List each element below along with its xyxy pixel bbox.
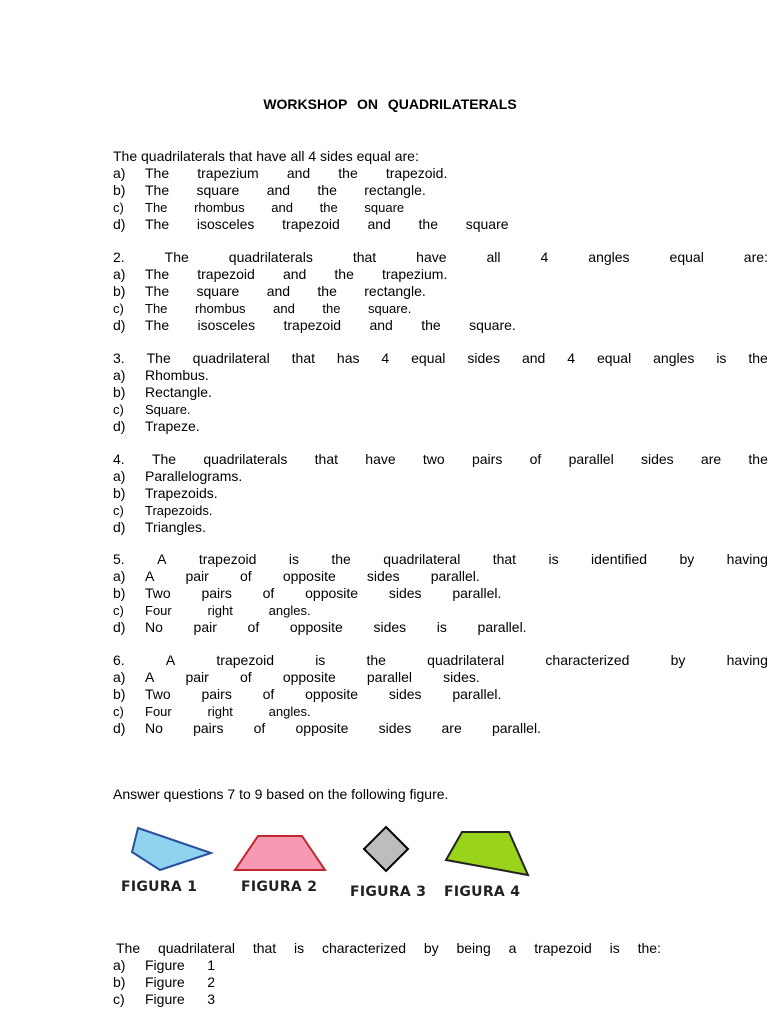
question-6 (113, 652, 768, 737)
question-stem-word: 4. (113, 451, 125, 467)
option-word: square (196, 283, 240, 299)
option-word: of (262, 585, 275, 601)
option-word: sides. (443, 669, 480, 685)
option-word: square (465, 216, 509, 232)
option-word: Rhombus. (145, 367, 209, 383)
option-text (145, 669, 480, 686)
answer-option (113, 974, 661, 991)
question-stem: The quadrilaterals that have all 4 sides equal are: (113, 148, 419, 164)
question-1 (113, 148, 768, 233)
option-word: Figure (145, 991, 185, 1007)
option-word: trapezium. (381, 266, 448, 282)
option-text (145, 619, 527, 636)
option-word: of (239, 568, 252, 584)
answer-option (113, 519, 768, 536)
answer-option (113, 991, 661, 1008)
option-label: c) (113, 991, 125, 1007)
option-word: 2 (207, 974, 215, 990)
option-word: and (282, 266, 307, 282)
option-word: the (418, 216, 439, 232)
option-word: Four (145, 704, 172, 719)
option-word: opposite (282, 669, 336, 685)
option-word: The (145, 266, 170, 282)
option-word: parallel (366, 669, 413, 685)
question-stem-word: identified (591, 551, 648, 567)
question-stem-word: 2. (113, 249, 125, 265)
option-text (145, 585, 501, 602)
final-question-stem-word: quadrilateral (157, 940, 236, 956)
option-word: opposite (282, 568, 336, 584)
option-word: The (145, 216, 170, 232)
question-3 (113, 350, 768, 435)
option-word: The (145, 317, 170, 333)
option-label: c) (113, 603, 124, 618)
answer-option (113, 199, 768, 216)
option-text (145, 720, 541, 737)
figure-2-label: FIGURA 2 (241, 879, 318, 895)
option-word: parallel. (477, 619, 527, 635)
question-stem-word: two (422, 451, 445, 467)
option-word: trapezoid (283, 317, 342, 333)
option-word: right (207, 704, 233, 719)
answer-option (113, 266, 768, 283)
option-label: d) (113, 317, 126, 333)
option-word: parallel. (430, 568, 480, 584)
figures-panel (110, 820, 540, 910)
option-word: is (436, 619, 447, 635)
option-label: d) (113, 418, 126, 434)
question-stem-word: quadrilateral (383, 551, 461, 567)
question-stem-word: 3. (113, 350, 125, 366)
option-word: Rectangle. (145, 384, 212, 400)
option-text (145, 485, 224, 502)
question-stem-word: 5. (113, 551, 125, 567)
option-word: rectangle. (364, 283, 426, 299)
option-word: 1 (207, 957, 215, 973)
option-word: No (145, 720, 163, 736)
answer-option (113, 182, 768, 199)
instruction-text: Answer questions 7 to 9 based on the following figure. (113, 786, 449, 802)
option-label: d) (113, 619, 126, 635)
answer-option (113, 468, 768, 485)
option-text (145, 418, 203, 435)
page-title: WORKSHOP ON QUADRILATERALS (263, 96, 517, 112)
option-word: of (262, 686, 275, 702)
option-word: of (253, 720, 266, 736)
option-label: c) (113, 301, 124, 316)
question-stem-word: angles (653, 350, 695, 366)
option-word: No (145, 619, 163, 635)
question-stem-word: is (315, 652, 326, 668)
option-word: the (338, 165, 358, 181)
answer-option (113, 485, 768, 502)
option-word: of (247, 619, 260, 635)
option-word: and (367, 216, 391, 232)
option-word: A (145, 669, 155, 685)
option-word: parallel. (452, 686, 502, 702)
final-question-stem-word: is (609, 940, 620, 956)
option-word: pair (185, 568, 209, 584)
option-text (145, 266, 447, 283)
option-label: a) (113, 957, 126, 973)
option-word: of (239, 669, 252, 685)
question-stem-word: is (548, 551, 559, 567)
question-stem-word: A (165, 652, 176, 668)
option-label: b) (113, 485, 126, 501)
final-question-stem-word: being (456, 940, 491, 956)
option-word: angles. (268, 603, 311, 618)
answer-option (113, 418, 768, 435)
final-question-stem-word: is (294, 940, 305, 956)
option-word: sides (373, 619, 407, 635)
option-word: the (322, 301, 341, 316)
question-5 (113, 551, 768, 636)
option-label: b) (113, 283, 126, 299)
answer-option (113, 585, 768, 602)
option-text (145, 686, 501, 703)
option-word: The (145, 182, 170, 198)
final-question-stem-word: that (252, 940, 277, 956)
question-stem-word: sides (467, 350, 501, 366)
option-label: a) (113, 468, 126, 484)
option-word: trapezoid (197, 266, 255, 282)
option-word: sides (388, 686, 422, 702)
option-word: Two (145, 585, 171, 601)
option-word: rhombus (194, 200, 245, 215)
question-stem-word: have (416, 249, 447, 265)
option-text (145, 216, 509, 233)
option-word: and (266, 283, 291, 299)
option-word: trapezoid (282, 216, 340, 232)
figure-3-shape (364, 827, 408, 871)
option-label: a) (113, 568, 126, 584)
final-question-stem-word: a (508, 940, 517, 956)
option-word: pairs (201, 585, 232, 601)
option-text (145, 367, 209, 384)
question-stem-word: The (151, 451, 177, 467)
option-label: c) (113, 200, 124, 215)
question-stem-word: equal (411, 350, 446, 366)
question-stem-word: and (521, 350, 546, 366)
question-stem-word: of (529, 451, 542, 467)
option-word: trapezium (197, 165, 259, 181)
option-word: angles. (268, 704, 311, 719)
question-stem-word: parallel (568, 451, 614, 467)
question-stem-word: the (331, 551, 351, 567)
question-stem-word: A (157, 551, 167, 567)
answer-option (113, 367, 768, 384)
option-text (145, 957, 215, 974)
answer-option (113, 165, 768, 182)
option-word: The (145, 283, 170, 299)
option-word: trapezoid. (385, 165, 448, 181)
option-label: b) (113, 384, 126, 400)
option-text (145, 283, 426, 300)
figure-4-label: FIGURA 4 (444, 884, 521, 900)
option-label: a) (113, 669, 126, 685)
question-stem-word: 4 (540, 249, 549, 265)
question-stem-word: that (492, 551, 517, 567)
question-stem-word: are: (743, 249, 768, 265)
option-word: Square. (145, 402, 191, 417)
option-word: the (317, 182, 337, 198)
question-stem-word: quadrilateral (427, 652, 505, 668)
option-word: and (271, 200, 293, 215)
option-label: b) (113, 182, 126, 198)
question-stem (113, 451, 768, 468)
question-stem-word: quadrilaterals (203, 451, 288, 467)
question-stem-word: that (314, 451, 339, 467)
question-stem-word: trapezoid (216, 652, 274, 668)
option-word: Trapezoids. (145, 485, 218, 501)
question-stem-word: 6. (113, 652, 125, 668)
question-stem-word: that (291, 350, 315, 366)
question-stem-word: the (748, 451, 768, 467)
answer-option (113, 720, 768, 737)
question-stem-word: all (486, 249, 501, 265)
option-label: a) (113, 367, 126, 383)
option-word: and (273, 301, 295, 316)
question-stem-word: characterized (545, 652, 630, 668)
option-label: d) (113, 216, 126, 232)
question-stem-word: that (352, 249, 377, 265)
question-stem-word: trapezoid (198, 551, 257, 567)
question-stem-word: 4 (567, 350, 576, 366)
option-word: The (145, 165, 170, 181)
answer-option (113, 669, 768, 686)
option-word: parallel. (452, 585, 502, 601)
figure-3-label: FIGURA 3 (350, 884, 427, 900)
answer-option (113, 568, 768, 585)
option-text (145, 401, 195, 418)
option-text (145, 317, 516, 334)
question-stem-word: is (716, 350, 727, 366)
option-label: a) (113, 165, 126, 181)
option-text (145, 602, 311, 619)
question-stem-word: by (679, 551, 695, 567)
option-word: Figure (145, 974, 185, 990)
question-stem-word: the (366, 652, 386, 668)
question-stem-word: quadrilaterals (228, 249, 313, 265)
option-word: 3 (207, 991, 215, 1007)
final-question-stem-word: the: (637, 940, 661, 956)
final-question-stem-word: trapezoid (534, 940, 592, 956)
option-word: rhombus (194, 301, 246, 316)
answer-option (113, 602, 768, 619)
option-text (145, 703, 311, 720)
option-word: pair (193, 619, 217, 635)
question-stem-word: 4 (381, 350, 390, 366)
option-label: d) (113, 720, 126, 736)
option-word: sides (378, 720, 412, 736)
answer-option (113, 703, 768, 720)
option-label: c) (113, 503, 124, 518)
answer-option (113, 686, 768, 703)
option-text (145, 502, 224, 519)
option-word: pair (185, 669, 209, 685)
final-question-stem-word: characterized (321, 940, 407, 956)
option-word: square. (469, 317, 516, 333)
option-word: rectangle. (364, 182, 426, 198)
question-stem-word: by (670, 652, 686, 668)
final-question-stem-word: by (423, 940, 439, 956)
question-stem (113, 551, 768, 568)
question-stem-word: quadrilateral (192, 350, 270, 366)
option-word: Parallelograms. (145, 468, 243, 484)
option-word: sides (388, 585, 422, 601)
question-stem-word: are (700, 451, 722, 467)
answer-option (113, 957, 661, 974)
answer-option (113, 216, 768, 233)
option-word: opposite (305, 686, 359, 702)
option-word: opposite (289, 619, 343, 635)
question-stem-word: sides (640, 451, 674, 467)
question-4 (113, 451, 768, 536)
option-word: isosceles (197, 317, 256, 333)
question-stem-word: pairs (471, 451, 503, 467)
question-stem-word: The (164, 249, 189, 265)
answer-option (113, 619, 768, 636)
question-stem-word: The (146, 350, 171, 366)
option-word: Figure (145, 957, 185, 973)
final-question-stem-word: The (116, 940, 141, 956)
option-text (145, 468, 253, 485)
instruction-block (113, 786, 768, 803)
option-text (145, 974, 215, 991)
option-word: the (334, 266, 354, 282)
answer-option (113, 401, 768, 418)
final-question-stem (116, 940, 661, 957)
question-stem-word: having (726, 551, 768, 567)
option-text (145, 182, 426, 199)
option-word: square (196, 182, 240, 198)
question-stem-word: having (726, 652, 768, 668)
option-label: c) (113, 402, 124, 417)
question-stem (113, 249, 768, 266)
option-word: Trapeze. (145, 418, 200, 434)
answer-option (113, 502, 768, 519)
option-word: Triangles. (145, 519, 206, 535)
option-word: pairs (193, 720, 224, 736)
question-2 (113, 249, 768, 334)
option-text (145, 991, 215, 1008)
option-text (145, 300, 411, 317)
answer-option (113, 384, 768, 401)
question-stem (113, 350, 768, 367)
option-word: Four (145, 603, 172, 618)
option-word: pairs (201, 686, 232, 702)
question-stem (113, 652, 768, 669)
final-question (113, 940, 661, 1008)
figure-1-label: FIGURA 1 (121, 879, 198, 895)
figure-4-shape (446, 832, 528, 875)
option-word: opposite (295, 720, 349, 736)
option-word: isosceles (196, 216, 255, 232)
figure-1-shape (132, 828, 211, 870)
option-word: A (145, 568, 155, 584)
option-word: The (145, 301, 168, 316)
option-text (145, 384, 217, 401)
option-text (145, 519, 217, 536)
question-stem-word: has (336, 350, 360, 366)
option-label: a) (113, 266, 126, 282)
option-word: square (364, 200, 405, 215)
option-word: and (369, 317, 393, 333)
option-label: b) (113, 585, 126, 601)
option-label: b) (113, 686, 126, 702)
option-word: the (317, 283, 337, 299)
answer-option (113, 317, 768, 334)
option-label: d) (113, 519, 126, 535)
question-stem-word: angles (588, 249, 630, 265)
option-label: b) (113, 974, 126, 990)
option-text (145, 165, 447, 182)
option-word: The (145, 200, 168, 215)
option-word: and (266, 182, 291, 198)
answer-option (113, 300, 768, 317)
question-stem-word: the (748, 350, 768, 366)
option-word: and (286, 165, 311, 181)
question-stem-word: is (288, 551, 299, 567)
option-word: parallel. (491, 720, 541, 736)
option-word: Trapezoids. (145, 503, 213, 518)
option-label: c) (113, 704, 124, 719)
question-stem-word: equal (669, 249, 704, 265)
question-stem-word: equal (596, 350, 632, 366)
option-text (145, 199, 404, 216)
option-word: are (441, 720, 462, 736)
option-word: the (319, 200, 338, 215)
option-word: right (207, 603, 233, 618)
option-word: opposite (305, 585, 359, 601)
option-word: sides (366, 568, 400, 584)
option-word: square. (368, 301, 412, 316)
question-stem-word: have (365, 451, 396, 467)
answer-option (113, 283, 768, 300)
option-word: Two (145, 686, 171, 702)
option-text (145, 568, 480, 585)
option-word: the (421, 317, 441, 333)
figure-2-shape (235, 836, 325, 870)
